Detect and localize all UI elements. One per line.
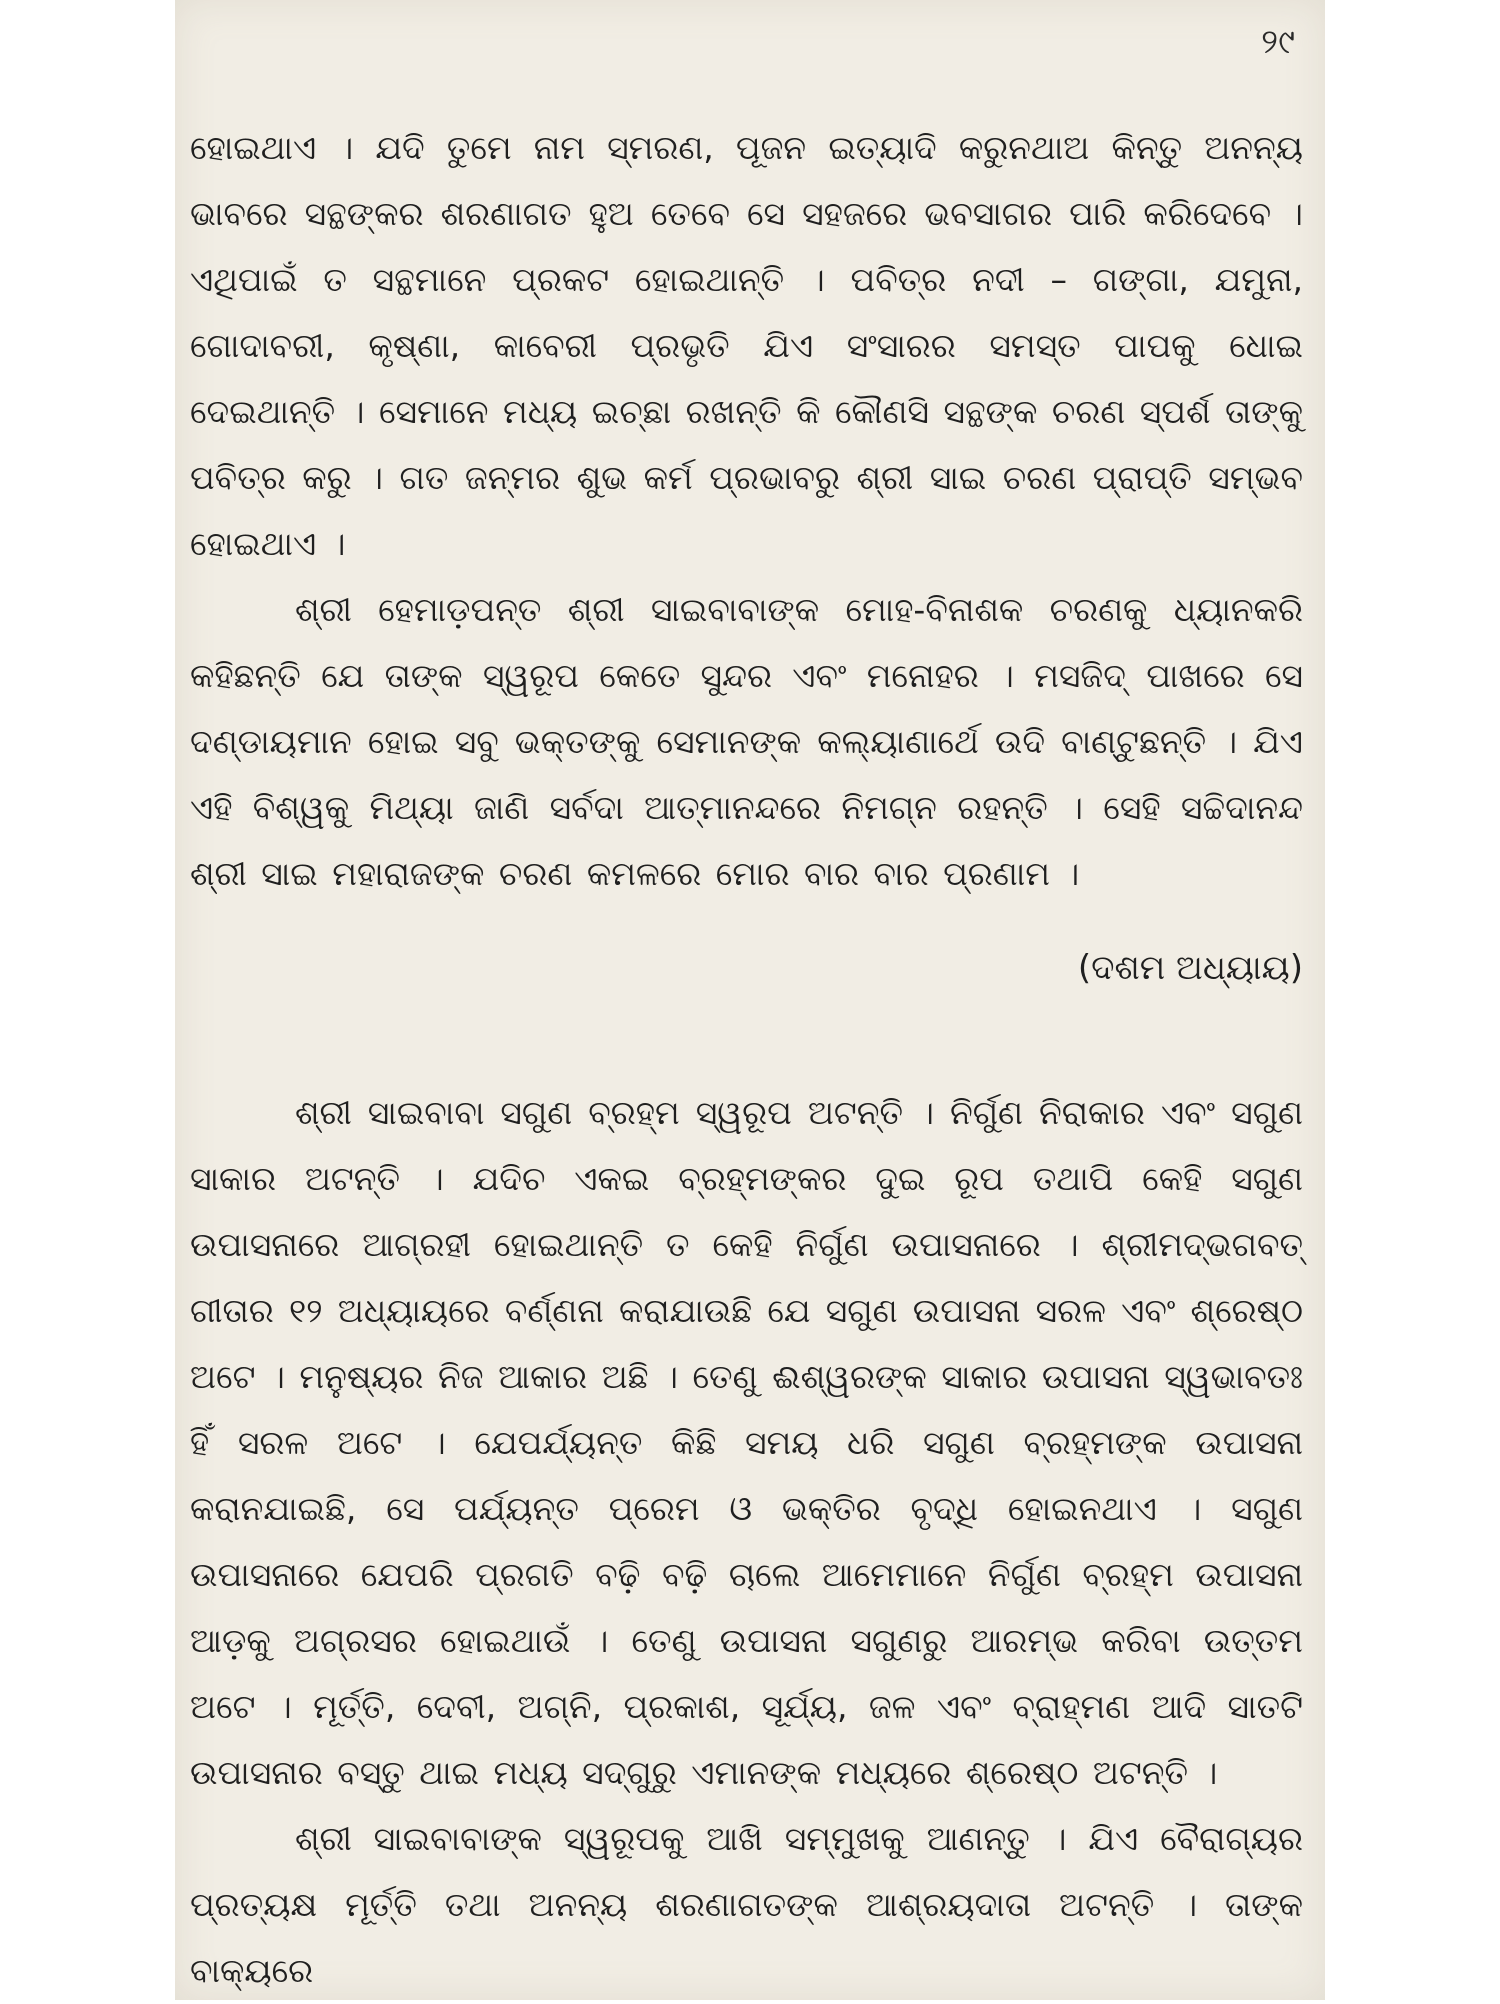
book-page bbox=[175, 0, 1325, 2000]
text-block-top bbox=[190, 115, 1303, 907]
text-block-bottom bbox=[190, 1080, 1303, 2004]
page-number: ୨୯ bbox=[1261, 22, 1295, 62]
paragraph: ଶ୍ରୀ ହେମାଡ଼ପନ୍ତ ଶ୍ରୀ ସାଇବାବାଙ୍କ ମୋହ-ବିନାଶକ ଚରଣକୁ ଧ୍ୟାନକରି କହିଛନ୍ତି ଯେ ତାଙ୍କ ସ୍ୱରୂପ କେତେ ସୁନ୍ଦର ଏବଂ ମନୋହର । ମସଜିଦ୍ ପାଖରେ ସେ ଦଣ୍ଡାୟମାନ ହୋଇ ସବୁ ଭକ୍ତଙ୍କୁ ସେମାନଙ୍କ କଲ୍ୟାଣାର୍ଥେ ଉଦି ବାଣ୍ଟୁଛନ୍ତି । ଯିଏ ଏହି ବିଶ୍ୱକୁ ମିଥ୍ୟା ଜାଣି ସର୍ବଦା ଆତ୍ମାନନ୍ଦରେ ନିମଗ୍ନ ରହନ୍ତି । ସେହି ସଚ୍ଚିଦାନନ୍ଦ ଶ୍ରୀ ସାଇ ମହାରାଜଙ୍କ ଚରଣ କମଳରେ ମୋର ବାର ବାର ପ୍ରଣାମ । bbox=[190, 590, 1303, 893]
paragraph: ହୋଇଥାଏ । ଯଦି ତୁମେ ନାମ ସ୍ମରଣ, ପୂଜନ ଇତ୍ୟାଦି କରୁନଥାଅ କିନ୍ତୁ ଅନନ୍ୟ ଭାବରେ ସନ୍ଥଙ୍କର ଶରଣାଗତ ହୁଅ ତେବେ ସେ ସହଜରେ ଭବସାଗର ପାରି କରିଦେବେ । ଏଥିପାଇଁ ତ ସନ୍ଥମାନେ ପ୍ରକଟ ହୋଇଥାନ୍ତି । ପବିତ୍ର ନଦୀ – ଗଙ୍ଗା, ଯମୁନା, ଗୋଦାବରୀ, କୃଷ୍ଣା, କାବେରୀ ପ୍ରଭୃତି ଯିଏ ସଂସାରର ସମସ୍ତ ପାପକୁ ଧୋଇ ଦେଇଥାନ୍ତି । ସେମାନେ ମଧ୍ୟ ଇଚ୍ଛା ରଖନ୍ତି କି କୌଣସି ସନ୍ଥଙ୍କ ଚରଣ ସ୍ପର୍ଶ ତାଙ୍କୁ ପବିତ୍ର କରୁ । ଗତ ଜନ୍ମର ଶୁଭ କର୍ମ ପ୍ରଭାବରୁ ଶ୍ରୀ ସାଇ ଚରଣ ପ୍ରାପ୍ତି ସମ୍ଭବ ହୋଇଥାଏ । bbox=[190, 128, 1303, 563]
paragraph: ଶ୍ରୀ ସାଇବାବାଙ୍କ ସ୍ୱରୂପକୁ ଆଖି ସମ୍ମୁଖକୁ ଆଣନ୍ତୁ । ଯିଏ ବୈରାଗ୍ୟର ପ୍ରତ୍ୟକ୍ଷ ମୂର୍ତ୍ତି ତଥା ଅନନ୍ୟ ଶରଣାଗତଙ୍କ ଆଶ୍ରୟଦାତା ଅଟନ୍ତି । ତାଙ୍କ ବାକ୍ୟରେ bbox=[190, 1819, 1303, 1990]
paragraph: ଶ୍ରୀ ସାଇବାବା ସଗୁଣ ବ୍ରହ୍ମ ସ୍ୱରୂପ ଅଟନ୍ତି । ନିର୍ଗୁଣ ନିରାକାର ଏବଂ ସଗୁଣ ସାକାର ଅଟନ୍ତି । ଯଦିଚ ଏକଇ ବ୍ରହ୍ମଙ୍କର ଦୁଇ ରୂପ ତଥାପି କେହି ସଗୁଣ ଉପାସନାରେ ଆଗ୍ରହୀ ହୋଇଥାନ୍ତି ତ କେହି ନିର୍ଗୁଣ ଉପାସନାରେ । ଶ୍ରୀମଦ୍ଭଗବତ୍ ଗୀତାର ୧୨ ଅଧ୍ୟାୟରେ ବର୍ଣ୍ଣନା କରାଯାଉଛି ଯେ ସଗୁଣ ଉପାସନା ସରଳ ଏବଂ ଶ୍ରେଷ୍ଠ ଅଟେ । ମନୁଷ୍ୟର ନିଜ ଆକାର ଅଛି । ତେଣୁ ଈଶ୍ୱରଙ୍କ ସାକାର ଉପାସନା ସ୍ୱଭାବତଃ ହିଁ ସରଳ ଅଟେ । ଯେପର୍ଯ୍ୟନ୍ତ କିଛି ସମୟ ଧରି ସଗୁଣ ବ୍ରହ୍ମଙ୍କ ଉପାସନା କରାନଯାଇଛି, ସେ ପର୍ଯ୍ୟନ୍ତ ପ୍ରେମ ଓ ଭକ୍ତିର ବୃଦ୍ଧି ହୋଇନଥାଏ । ସଗୁଣ ଉପାସନାରେ ଯେପରି ପ୍ରଗତି ବଢ଼ି ବଢ଼ି ଚାଲେ ଆମେମାନେ ନିର୍ଗୁଣ ବ୍ରହ୍ମ ଉପାସନା ଆଡ଼କୁ ଅଗ୍ରସର ହୋଇଥାଉଁ । ତେଣୁ ଉପାସନା ସଗୁଣରୁ ଆରମ୍ଭ କରିବା ଉତ୍ତମ ଅଟେ । ମୂର୍ତ୍ତି, ଦେବୀ, ଅଗ୍ନି, ପ୍ରକାଶ, ସୂର୍ଯ୍ୟ, ଜଳ ଏବଂ ବ୍ରାହ୍ମଣ ଆଦି ସାତଟି ଉପାସନାର ବସ୍ତୁ ଥାଇ ମଧ୍ୟ ସଦ୍ଗୁରୁ ଏମାନଙ୍କ ମଧ୍ୟରେ ଶ୍ରେଷ୍ଠ ଅଟନ୍ତି । bbox=[190, 1093, 1303, 1792]
chapter-reference: (ଦଶମ ଅଧ୍ୟାୟ) bbox=[1077, 948, 1303, 988]
